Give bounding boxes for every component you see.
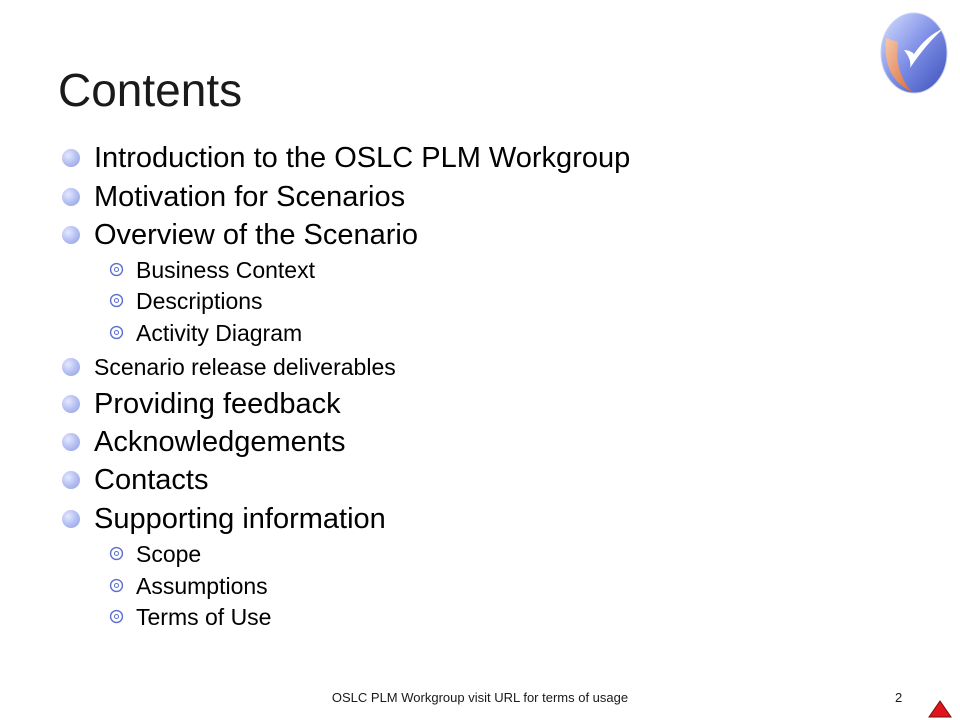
sub-list-item-label: Assumptions	[136, 573, 268, 599]
sub-list-item-label: Terms of Use	[136, 604, 272, 630]
round-bullet-icon	[62, 395, 80, 413]
sub-list-item-label: Activity Diagram	[136, 320, 303, 346]
round-bullet-icon	[62, 226, 80, 244]
sun-bullet-icon	[108, 324, 125, 341]
list-item-label: Supporting information	[94, 503, 386, 535]
sun-bullet-icon	[108, 261, 125, 278]
sun-bullet-icon	[108, 292, 125, 309]
round-bullet-icon	[62, 433, 80, 451]
slide-title: Contents	[58, 64, 243, 116]
list-item-label: Providing feedback	[94, 388, 341, 420]
list-item-label: Scenario release deliverables	[94, 354, 396, 380]
round-bullet-icon	[62, 149, 80, 167]
round-bullet-icon	[62, 510, 80, 528]
list-item-label: Introduction to the OSLC PLM Workgroup	[94, 142, 631, 174]
round-bullet-icon	[62, 471, 80, 489]
round-bullet-icon	[62, 188, 80, 206]
list-item-label: Acknowledgements	[94, 426, 346, 458]
list-item-label: Overview of the Scenario	[94, 219, 418, 251]
sun-bullet-icon	[108, 577, 125, 594]
footer-text: OSLC PLM Workgroup visit URL for terms of usage	[331, 690, 629, 705]
triangle-up-icon[interactable]	[928, 700, 952, 718]
sun-bullet-icon	[108, 545, 125, 562]
list-item-label: Motivation for Scenarios	[94, 181, 406, 213]
list-item-label: Contacts	[94, 464, 209, 496]
page-number: 2	[895, 690, 903, 705]
sub-list-item-label: Business Context	[136, 257, 315, 283]
sub-list-item-label: Scope	[136, 541, 202, 567]
sub-list-item-label: Descriptions	[136, 288, 263, 314]
sun-bullet-icon	[108, 608, 125, 625]
round-bullet-icon	[62, 358, 80, 376]
